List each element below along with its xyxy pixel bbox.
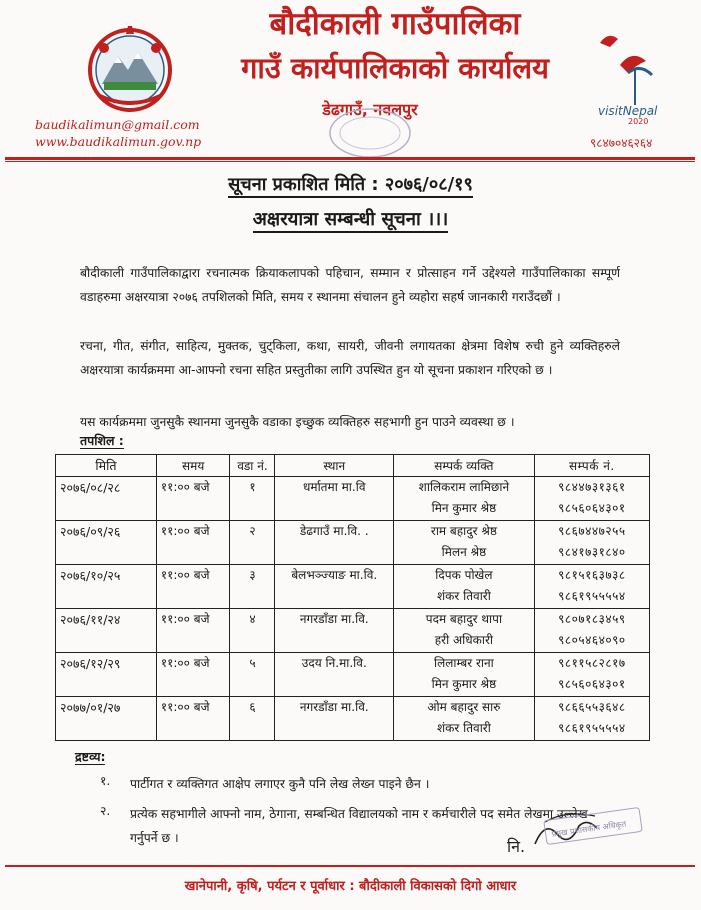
cell-venue: बेलभञ्ज्याङ मा.वि. bbox=[275, 565, 394, 609]
eligibility-paragraph: यस कार्यक्रममा जुनसुकै स्थानमा जुनसुकै वडाका इच्छुक व्यक्तिहरु सहभागी हुन पाउने व्यवस्था छ । bbox=[80, 415, 515, 429]
contact-person-2: मिन कुमार श्रेष्ठ bbox=[431, 501, 497, 515]
contact-person-2: मिलन श्रेष्ठ bbox=[441, 545, 487, 559]
signature-icon bbox=[505, 800, 645, 870]
note-number: २. bbox=[100, 804, 111, 818]
cell-contact-number bbox=[534, 521, 649, 565]
cell-contact-person bbox=[394, 477, 535, 521]
office-phone: ९८४७०४६२६४ bbox=[590, 136, 653, 150]
nepal-emblem-icon bbox=[80, 18, 180, 118]
footer-divider bbox=[5, 865, 695, 867]
contact-number-1: ९८६७४४७२५५ bbox=[558, 524, 626, 538]
cell-contact-number bbox=[534, 565, 649, 609]
cell-venue: डेढगाउँ मा.वि. . bbox=[275, 521, 394, 565]
visit-nepal-year: 2020 bbox=[628, 117, 649, 125]
cell-date: २०७७/०१/२७ bbox=[56, 697, 157, 741]
col-header-date: मिति bbox=[56, 455, 157, 477]
contact-person-2: हरी अधिकारी bbox=[434, 633, 493, 647]
contact-person-1: शालिकराम लामिछाने bbox=[418, 480, 510, 494]
contact-number-1: ९८६६५५३६४८ bbox=[558, 700, 626, 714]
notes-label-text: द्रष्टव्य: bbox=[75, 749, 106, 764]
website-url: www.baudikalimun.gov.np bbox=[35, 134, 202, 149]
contact-person-1: राम बहादुर श्रेष्ठ bbox=[430, 524, 497, 538]
notice-title-text: अक्षरयात्रा सम्बन्धी सूचना ।।। bbox=[253, 209, 449, 233]
schedule-table bbox=[55, 454, 650, 741]
col-header-contact-person: सम्पर्क व्यक्ति bbox=[394, 455, 535, 477]
faded-stamp-icon bbox=[325, 105, 415, 160]
official-stamp-text: प्रमुख प्रशासकीय अधिकृत bbox=[551, 819, 627, 839]
table-row bbox=[56, 477, 650, 521]
cell-date: २०७६/१०/२५ bbox=[56, 565, 157, 609]
cell-contact-person bbox=[394, 521, 535, 565]
cell-ward: ४ bbox=[230, 609, 275, 653]
cell-ward: १ bbox=[230, 477, 275, 521]
cell-ward: ६ bbox=[230, 697, 275, 741]
header-divider bbox=[5, 157, 695, 160]
cell-time: ११:०० बजे bbox=[156, 477, 230, 521]
contact-person-1: दिपक पोखेल bbox=[435, 568, 493, 582]
cell-venue: उदय नि.मा.वि. bbox=[275, 653, 394, 697]
cell-contact-number bbox=[534, 653, 649, 697]
table-row bbox=[56, 697, 650, 741]
details-label-text: तपशिल : bbox=[80, 433, 124, 448]
publication-date bbox=[0, 172, 701, 196]
contact-number-1: ९८४४७३१३६१ bbox=[558, 480, 626, 494]
contact-number-2: ९८५६०६४३०१ bbox=[558, 501, 626, 515]
municipality-title: बौदीकाली गाउँपालिका bbox=[269, 6, 521, 42]
col-header-venue: स्थान bbox=[275, 455, 394, 477]
cell-contact-number bbox=[534, 609, 649, 653]
contact-number-2: ९८४१७३१८४० bbox=[558, 545, 626, 559]
table-row bbox=[56, 565, 650, 609]
contact-person-2: शंकर तिवारी bbox=[436, 721, 491, 735]
footer-slogan: खानेपानी, कृषि, पर्यटन र पूर्वाधार : बौदीकाली विकासको दिगो आधार bbox=[184, 879, 517, 894]
office-address: डेढगाउँ, नवलपुर bbox=[322, 100, 418, 119]
participation-paragraph: रचना, गीत, संगीत, साहित्य, मुक्तक, चुट्किला, कथा, सायरी, जीवनी लगायतका क्षेत्रमा विशेष रुची हुने व्यक्तिहरुले अक्षरयात्रा कार्यक्रममा आ-आफ्नो रचना सहित प्रस्तुतीका लागि उपस्थित हुन यो सूचना प्रकाशन गरिएको छ । bbox=[80, 339, 620, 377]
contact-person-1: लिलाम्बर राना bbox=[434, 656, 494, 670]
contact-number-1: ९८१५१६३७३८ bbox=[558, 568, 626, 582]
email-address: baudikalimun@gmail.com bbox=[35, 117, 200, 132]
contact-number-2: ९८५६०६४३०१ bbox=[558, 677, 626, 691]
col-header-ward: वडा नं. bbox=[230, 455, 275, 477]
cell-contact-person bbox=[394, 565, 535, 609]
visit-nepal-text: visitNepal bbox=[598, 104, 658, 118]
contact-number-1: ९८०७१८३४५९ bbox=[558, 612, 626, 626]
contact-person-2: शंकर तिवारी bbox=[436, 589, 491, 603]
col-header-contact-number: सम्पर्क नं. bbox=[534, 455, 649, 477]
table-header-row bbox=[56, 455, 650, 477]
contact-number-2: ९८०५४६४०९० bbox=[558, 633, 626, 647]
contact-number-1: ९८११५८२८१७ bbox=[558, 656, 626, 670]
cell-time: ११:०० बजे bbox=[156, 653, 230, 697]
cell-time: ११:०० बजे bbox=[156, 609, 230, 653]
cell-venue: नगरडाँडा मा.वि. bbox=[275, 609, 394, 653]
cell-ward: ५ bbox=[230, 653, 275, 697]
table-row bbox=[56, 609, 650, 653]
cell-ward: ३ bbox=[230, 565, 275, 609]
contact-number-2: ९८६१९५५५५४ bbox=[558, 589, 626, 603]
cell-contact-number bbox=[534, 697, 649, 741]
notes-label bbox=[75, 748, 105, 765]
details-label bbox=[80, 432, 124, 449]
contact-person-2: मिन कुमार श्रेष्ठ bbox=[431, 677, 497, 691]
cell-date: २०७६/०८/२८ bbox=[56, 477, 157, 521]
notice-title bbox=[0, 206, 701, 231]
note-text: पार्टीगत र व्यक्तिगत आक्षेप लगाएर कुनै पनि लेख लेख्न पाइने छैन । bbox=[130, 777, 430, 791]
cell-contact-person bbox=[394, 697, 535, 741]
cell-time: ११:०० बजे bbox=[156, 521, 230, 565]
contact-person-1: ओम बहादुर सारु bbox=[427, 700, 501, 714]
cell-time: ११:०० बजे bbox=[156, 697, 230, 741]
cell-contact-number bbox=[534, 477, 649, 521]
col-header-time: समय bbox=[156, 455, 230, 477]
publication-date-text: सूचना प्रकाशित मिति : २०७६/०८/१९ bbox=[228, 174, 473, 198]
note-text: प्रत्येक सहभागीले आफ्नो नाम, ठेगाना, सम्बन्धित विद्यालयको नाम र कर्मचारीले पद समेत लेखमा उल्लेख गर्नुपर्ने छ । bbox=[130, 807, 588, 845]
cell-venue: नगरडाँडा मा.वि. bbox=[275, 697, 394, 741]
note-number: १. bbox=[100, 774, 111, 788]
signature-prefix: नि. bbox=[507, 837, 526, 856]
contact-number-2: ९८६१९५५५५४ bbox=[558, 721, 626, 735]
contact-person-1: पदम बहादुर थापा bbox=[425, 612, 503, 626]
visit-nepal-logo-icon bbox=[590, 25, 675, 125]
office-title: गाउँ कार्यपालिकाको कार्यालय bbox=[241, 51, 549, 85]
cell-contact-person bbox=[394, 609, 535, 653]
cell-time: ११:०० बजे bbox=[156, 565, 230, 609]
intro-paragraph: बौदीकाली गाउँपालिकाद्वारा रचनात्मक क्रियाकलापको पहिचान, सम्मान र प्रोत्साहन गर्ने उद्देश्यले गाउँपालिकाका सम्पूर्ण वडाहरुमा अक्षरयात्रा २०७६ तपशिलको मिति, समय र स्थानमा संचालन हुने व्यहोरा सहर्ष जानकारी गराउँदछौं । bbox=[80, 266, 620, 304]
table-row bbox=[56, 653, 650, 697]
header-divider-thin bbox=[5, 161, 695, 162]
cell-ward: २ bbox=[230, 521, 275, 565]
cell-date: २०७६/१२/२९ bbox=[56, 653, 157, 697]
cell-date: २०७६/११/२४ bbox=[56, 609, 157, 653]
cell-date: २०७६/०९/२६ bbox=[56, 521, 157, 565]
cell-venue: धर्मातमा मा.वि bbox=[275, 477, 394, 521]
cell-contact-person bbox=[394, 653, 535, 697]
table-row bbox=[56, 521, 650, 565]
